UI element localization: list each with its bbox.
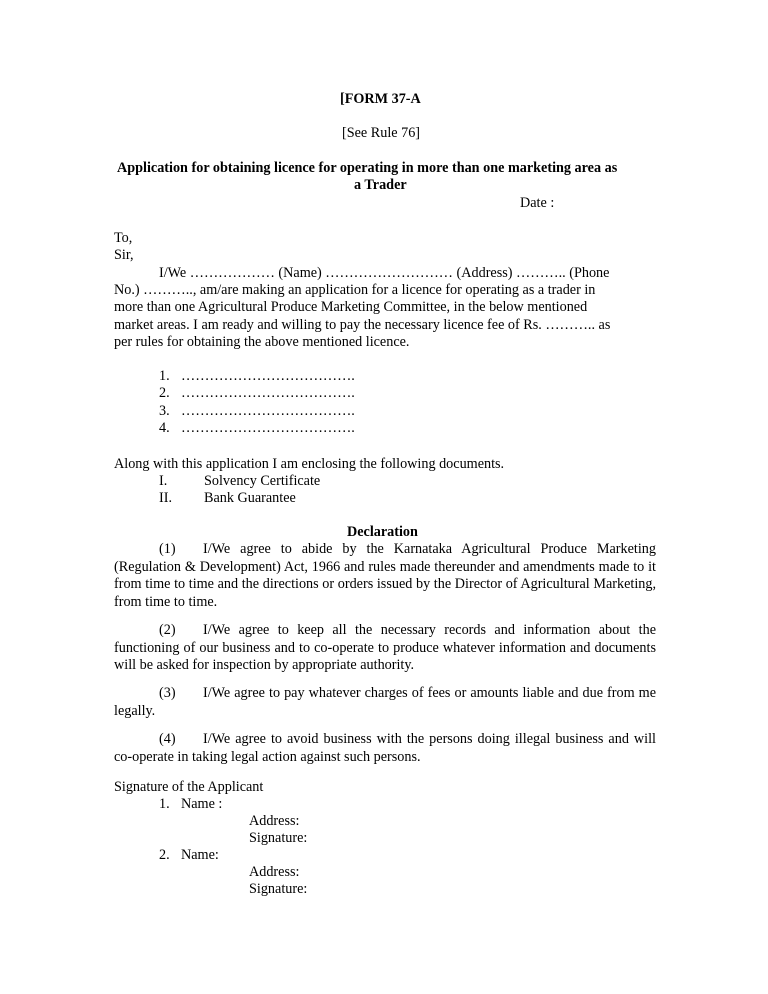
witness-number: 2. <box>159 847 170 863</box>
declaration-heading: Declaration <box>347 524 418 540</box>
witness-address-label: Address: <box>249 864 300 880</box>
rule-reference: [See Rule 76] <box>342 125 421 141</box>
sir-line: Sir, <box>114 247 134 263</box>
clause-number: (1) <box>159 541 176 557</box>
clause-text: I/We agree to abide by the Karnataka Agricultural Produce Marketing (Regulation & Development) Act, 1966 and rules made thereunder and amendments made to it from time to time and the directions or orders issued by the Director of Agricultural Marketing, from time to time. <box>114 541 656 610</box>
list-item-number: 1. <box>159 368 170 384</box>
to-line: To, <box>114 230 133 246</box>
clause-text: I/We agree to keep all the necessary records and information about the functioning of our business and to co-operate to produce whatever information and documents will be asked for inspection by appropriate authority. <box>114 622 656 673</box>
market-area-blank: ………………………………. <box>181 385 355 401</box>
witness-name-label: Name : <box>181 796 223 812</box>
clause-number: (2) <box>159 622 176 638</box>
market-area-blank: ………………………………. <box>181 368 355 384</box>
intro-line: per rules for obtaining the above mentioned licence. <box>114 334 410 350</box>
witness-address-label: Address: <box>249 813 300 829</box>
clause-number: (3) <box>159 685 176 701</box>
date-label: Date : <box>520 195 555 211</box>
intro-line: market areas. I am ready and willing to pay the necessary licence fee of Rs. ……….. as <box>114 317 611 333</box>
market-area-blank: ………………………………. <box>181 403 355 419</box>
document-number: I. <box>159 473 168 489</box>
document-label: Solvency Certificate <box>204 473 321 489</box>
clause-number: (4) <box>159 731 176 747</box>
form-number: [FORM 37-A <box>340 91 421 107</box>
form-title-line1: Application for obtaining licence for operating in more than one marketing area as <box>117 160 618 176</box>
witness-signature-label: Signature: <box>249 830 308 846</box>
witness-name-label: Name: <box>181 847 219 863</box>
documents-intro: Along with this application I am enclosing the following documents. <box>114 456 505 472</box>
intro-line: more than one Agricultural Produce Marketing Committee, in the below mentioned <box>114 299 588 315</box>
clause-text: I/We agree to avoid business with the persons doing illegal business and will co-operate in taking legal action against such persons. <box>114 731 656 765</box>
form-title-line2: a Trader <box>354 177 407 193</box>
witness-number: 1. <box>159 796 170 812</box>
declaration-clause <box>114 622 656 675</box>
document-number: II. <box>159 490 172 506</box>
market-area-blank: ………………………………. <box>181 420 355 436</box>
witness-signature-label: Signature: <box>249 881 308 897</box>
intro-line: No.) ……….., am/are making an application for a licence for operating as a trader in <box>114 282 596 298</box>
signature-heading: Signature of the Applicant <box>114 779 264 795</box>
clause-text: I/We agree to pay whatever charges of fees or amounts liable and due from me legally. <box>114 685 656 719</box>
list-item-number: 4. <box>159 420 170 436</box>
list-item-number: 2. <box>159 385 170 401</box>
declaration-clause <box>114 541 656 611</box>
declaration-clause <box>114 731 656 766</box>
declaration-clause <box>114 685 656 720</box>
document-label: Bank Guarantee <box>204 490 296 506</box>
list-item-number: 3. <box>159 403 170 419</box>
intro-line: I/We ……………… (Name) ……………………… (Address) ……….. (Phone <box>159 265 610 281</box>
